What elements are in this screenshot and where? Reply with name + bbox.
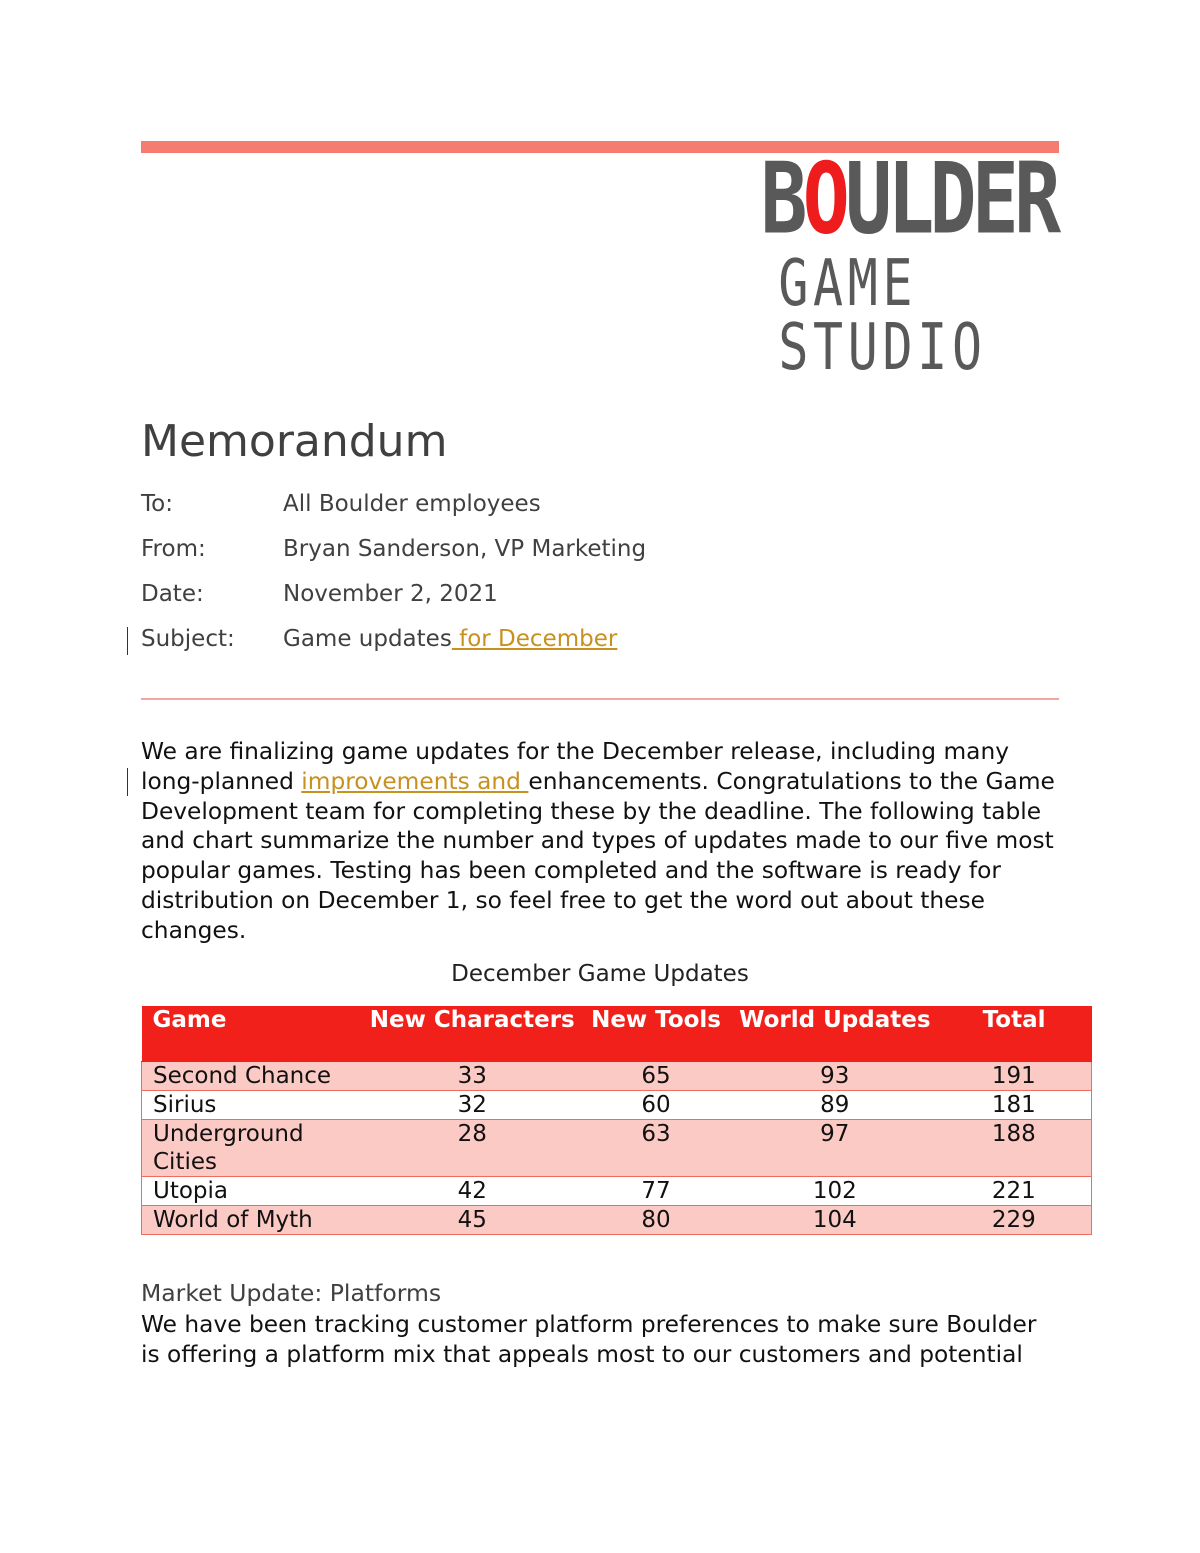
to-value: All Boulder employees — [283, 491, 541, 517]
table-cell: 188 — [937, 1120, 1092, 1177]
table-cell: 80 — [579, 1206, 733, 1235]
table-cell: 181 — [937, 1091, 1092, 1120]
table-cell: 221 — [937, 1177, 1092, 1206]
table-row — [142, 1091, 1092, 1120]
table-cell: 45 — [365, 1206, 579, 1235]
memo-divider — [141, 698, 1059, 700]
table-cell: 33 — [365, 1062, 579, 1091]
table-cell: 42 — [365, 1177, 579, 1206]
body-insertion[interactable]: improvements and — [301, 767, 529, 795]
col-header-world-updates: World Updates — [733, 1006, 937, 1062]
table-cell: 93 — [733, 1062, 937, 1091]
table-cell: 28 — [365, 1120, 579, 1177]
table-cell: Utopia — [142, 1177, 366, 1206]
table-row — [142, 1177, 1092, 1206]
table-cell: Underground Cities — [142, 1120, 366, 1177]
col-header-new-characters: New Characters — [365, 1006, 579, 1062]
table-cell: 89 — [733, 1091, 937, 1120]
boulder-logo — [700, 141, 1060, 385]
table-row — [142, 1206, 1092, 1235]
table-cell: 229 — [937, 1206, 1092, 1235]
table-cell: Second Chance — [142, 1062, 366, 1091]
table-cell: 191 — [937, 1062, 1092, 1091]
to-label: To: — [141, 491, 173, 517]
table-cell: 97 — [733, 1120, 937, 1177]
table-row — [142, 1062, 1092, 1091]
table-caption: December Game Updates — [451, 961, 749, 987]
game-updates-table — [141, 1006, 1092, 1235]
table-row — [142, 1120, 1092, 1177]
date-label: Date: — [141, 581, 204, 607]
intro-paragraph: We are finalizing game updates for the December release, including many long-planned improvements and enhancements. Congratulations to the Game Development team for completing these by the deadline. The following table and chart summarize the number and types of updates made to our five most popular games. Testing has been completed and the software is ready for distribution on December 1, so feel free to get the word out about these changes. — [141, 738, 1055, 944]
table-cell: 102 — [733, 1177, 937, 1206]
subject-value: Game updates for December — [283, 626, 618, 652]
section-heading: Market Update: Platforms — [141, 1279, 442, 1307]
logo-wordmark: BOULDER — [760, 141, 1056, 256]
table-cell: 60 — [579, 1091, 733, 1120]
table-cell: Sirius — [142, 1091, 366, 1120]
col-header-game: Game — [142, 1006, 366, 1062]
col-header-total: Total — [937, 1006, 1092, 1062]
table-cell: 63 — [579, 1120, 733, 1177]
section-paragraph: We have been tracking customer platform preferences to make sure Boulder is offering a platform mix that appeals most to our customers and potential — [141, 1311, 1037, 1368]
table-cell: 32 — [365, 1091, 579, 1120]
table-cell: 77 — [579, 1177, 733, 1206]
col-header-new-tools: New Tools — [579, 1006, 733, 1062]
table-cell: 65 — [579, 1062, 733, 1091]
subject-label: Subject: — [141, 626, 235, 652]
memo-title: Memorandum — [141, 416, 448, 467]
from-value: Bryan Sanderson, VP Marketing — [283, 536, 647, 562]
date-value: November 2, 2021 — [283, 581, 498, 607]
table-header-row — [142, 1006, 1092, 1062]
from-label: From: — [141, 536, 206, 562]
change-bar-icon — [127, 768, 128, 796]
subject-insertion[interactable]: for December — [451, 626, 618, 652]
table-cell: World of Myth — [142, 1206, 366, 1235]
change-bar-icon — [127, 627, 128, 655]
table-cell: 104 — [733, 1206, 937, 1235]
logo-subtitle: GAME STUDIO — [778, 247, 987, 385]
